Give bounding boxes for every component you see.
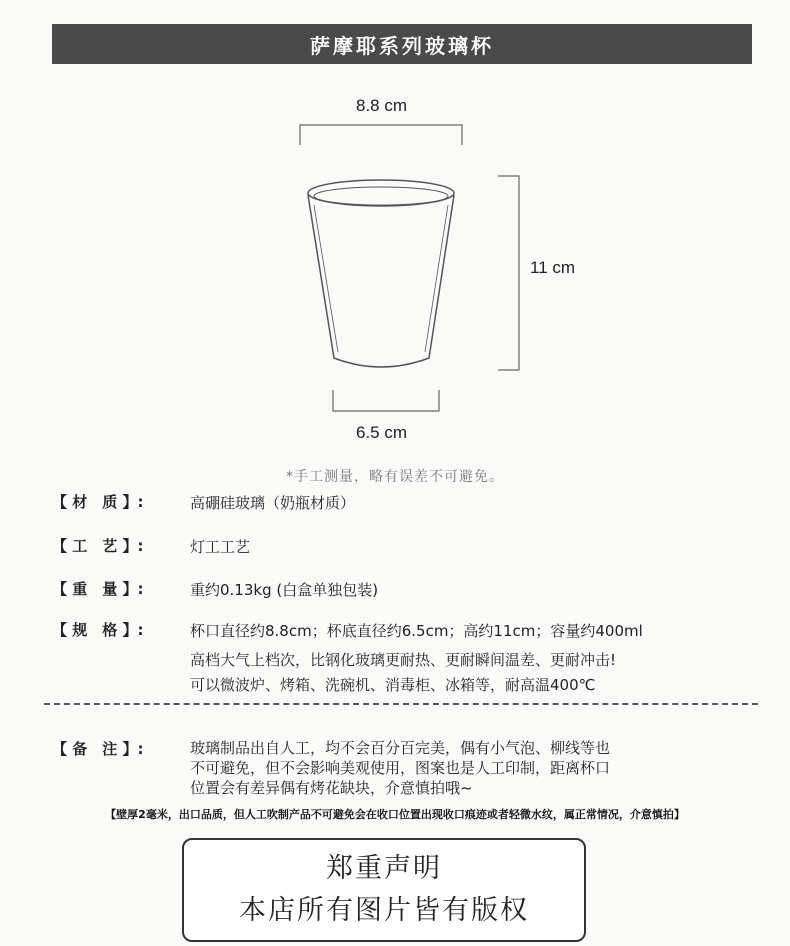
spec-process xyxy=(52,535,750,560)
bottom-width-bracket xyxy=(333,390,439,411)
spec-line: 玻璃制品出自人工，均不会百分百完美，偶有小气泡、柳线等也不可避免，但不会影响美观使用，图案也是人工印制，距离杯口位置会有差异偶有烤花缺块，介意慎拍哦~ xyxy=(190,739,611,797)
spec-value xyxy=(190,578,750,603)
bottom-width-label: 6.5 cm xyxy=(356,423,408,442)
declaration-title: 郑重声明 xyxy=(326,853,442,884)
spec-line: 高硼硅玻璃（奶瓶材质） xyxy=(190,494,356,512)
footnote: 【壁厚2毫米，出口品质，但人工吹制产品不可避免会在收口位置出现收口痕迹或者轻微水纹，属正常情况，介意慎拍】 xyxy=(105,808,685,821)
spec-material xyxy=(52,491,750,516)
measure-note: *手工测量，略有误差不可避免。 xyxy=(286,469,504,485)
spec-value xyxy=(190,619,750,698)
spec-remark xyxy=(52,738,610,798)
spec-key: 【 重 量 】: xyxy=(52,580,144,598)
dashed-divider xyxy=(44,703,758,705)
height-label: 11 cm xyxy=(530,258,576,277)
spec-key: 【 备 注 】: xyxy=(52,740,144,758)
spec-value xyxy=(190,491,750,516)
spec-weight xyxy=(52,578,750,603)
spec-value xyxy=(190,738,610,798)
page-title: 萨摩耶系列玻璃杯 xyxy=(52,24,752,64)
cup-illustration xyxy=(0,0,790,460)
spec-key: 【 工 艺 】: xyxy=(52,537,144,555)
spec-line: 可以微波炉、烤箱、洗碗机、消毒柜、冰箱等，耐高温400℃ xyxy=(190,676,596,694)
declaration-text: 本店所有图片皆有版权 xyxy=(239,895,529,926)
spec-line: 杯口直径约8.8cm；杯底直径约6.5cm；高约11cm；容量约400ml xyxy=(190,622,643,640)
spec-line: 高档大气上档次，比钢化玻璃更耐热、更耐瞬间温差、更耐冲击! xyxy=(190,651,617,669)
spec-key: 【 材 质 】: xyxy=(52,493,144,511)
copyright-declaration xyxy=(182,838,586,942)
glass-cup xyxy=(308,180,454,367)
spec-line: 灯工工艺 xyxy=(190,538,251,556)
spec-specification xyxy=(52,619,750,698)
height-bracket xyxy=(498,176,519,370)
spec-line: 重约0.13kg (白盒单独包装) xyxy=(190,581,379,599)
top-width-bracket xyxy=(300,125,462,145)
spec-key: 【 规 格 】: xyxy=(52,621,144,639)
spec-value xyxy=(190,535,750,560)
top-width-label: 8.8 cm xyxy=(356,96,408,115)
